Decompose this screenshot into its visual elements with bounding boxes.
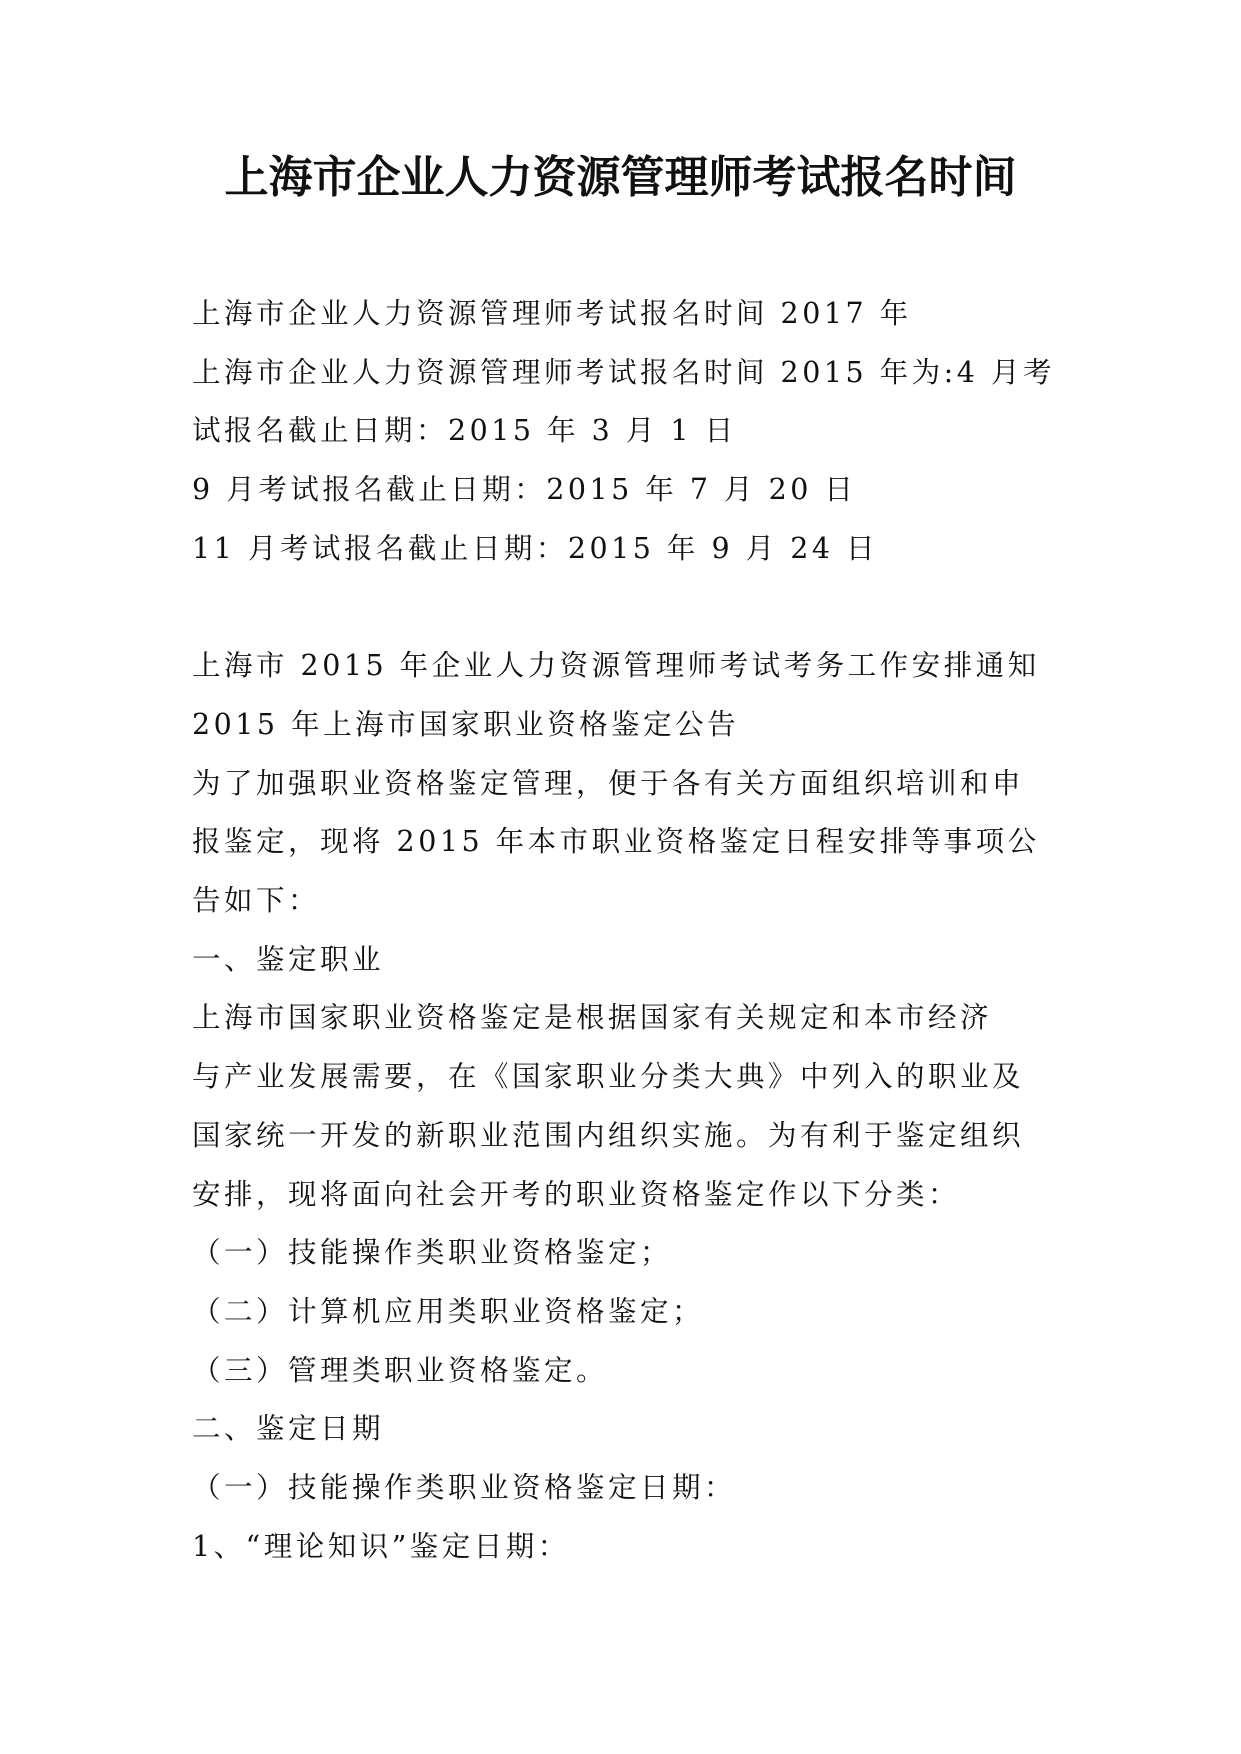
paragraph-line: 上海市 2015 年企业人力资源管理师考试考务工作安排通知	[192, 649, 1040, 683]
paragraph-line: 上海市国家职业资格鉴定是根据国家有关规定和本市经济	[192, 1001, 993, 1035]
paragraph-line: 安排，现将面向社会开考的职业资格鉴定作以下分类：	[192, 1177, 961, 1211]
list-item: （二）计算机应用类职业资格鉴定；	[192, 1294, 705, 1328]
section-heading: 二、鉴定日期	[192, 1412, 385, 1446]
list-item: （三）管理类职业资格鉴定。	[192, 1353, 609, 1387]
document-body	[192, 285, 1064, 1576]
subsection-heading: （一）技能操作类职业资格鉴定日期：	[192, 1471, 737, 1505]
paragraph-line: 2015 年上海市国家职业资格鉴定公告	[192, 707, 740, 741]
list-item: （一）技能操作类职业资格鉴定；	[192, 1236, 673, 1270]
paragraph-line: 上海市企业人力资源管理师考试报名时间 2017 年	[192, 297, 912, 330]
document-title: 上海市企业人力资源管理师考试报名时间	[224, 152, 1017, 203]
paragraph-line: 国家统一开发的新职业范围内组织实施。为有利于鉴定组织	[192, 1118, 1025, 1152]
paragraph-line: 上海市企业人力资源管理师考试报名时间 2015 年为:4 月考	[192, 355, 1055, 389]
blank-line	[192, 579, 1064, 638]
paragraph-line: 与产业发展需要，在《国家职业分类大典》中列入的职业及	[192, 1060, 1025, 1094]
paragraph-line: 11 月考试报名截止日期：2015 年 9 月 24 日	[192, 531, 879, 565]
paragraph-line: 报鉴定，现将 2015 年本市职业资格鉴定日程安排等事项公	[192, 825, 1040, 859]
paragraph-line: 试报名截止日期：2015 年 3 月 1 日	[192, 414, 737, 448]
section-heading: 一、鉴定职业	[192, 942, 385, 976]
paragraph-line: 1、“理论知识”鉴定日期：	[192, 1529, 570, 1563]
paragraph-line: 告如下：	[192, 884, 321, 918]
paragraph-line: 9 月考试报名截止日期：2015 年 7 月 20 日	[192, 473, 857, 507]
paragraph-line: 为了加强职业资格鉴定管理，便于各有关方面组织培训和申	[192, 766, 1025, 800]
